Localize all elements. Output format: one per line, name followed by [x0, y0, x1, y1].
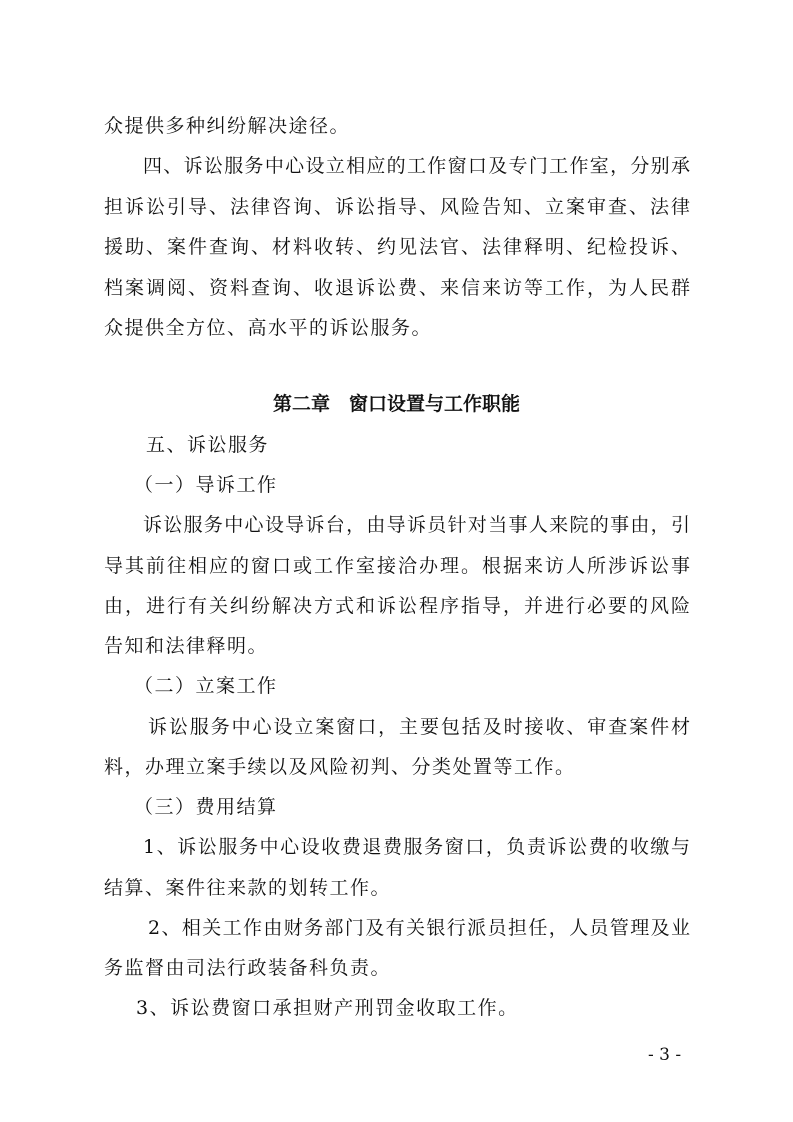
- text-line: 诉讼服务中心设立案窗口，主要包括及时接收、审查案件材: [148, 716, 690, 738]
- text-line: 1、诉讼服务中心设收费退费服务窗口，负责诉讼费的收缴与: [143, 836, 690, 858]
- subsection-heading: （二）立案工作: [134, 675, 278, 697]
- text-line: 众提供全方位、高水平的诉讼服务。: [104, 317, 433, 339]
- text-line: 由，进行有关纠纷解决方式和诉讼程序指导，并进行必要的风险: [104, 595, 690, 617]
- text-line: 3、诉讼费窗口承担财产刑罚金收取工作。: [136, 997, 519, 1019]
- text-line: 档案调阅、资料查询、收退诉讼费、来信来访等工作，为人民群: [104, 277, 690, 299]
- text-line: 诉讼服务中心设导诉台，由导诉员针对当事人来院的事由，引: [143, 514, 690, 536]
- subsection-heading: （三）费用结算: [134, 796, 278, 818]
- subsection-heading: （一）导诉工作: [134, 474, 278, 496]
- text-line: 务监督由司法行政装备科负责。: [104, 957, 392, 979]
- text-line: 2、相关工作由财务部门及有关银行派员担任，人员管理及业: [148, 917, 690, 939]
- text-line: 结算、案件往来款的划转工作。: [104, 877, 392, 899]
- text-line: 导其前往相应的窗口或工作室接洽办理。根据来访人所涉诉讼事: [104, 555, 690, 577]
- section-heading: 五、诉讼服务: [146, 434, 270, 456]
- text-line: 担诉讼引导、法律咨询、诉讼指导、风险告知、立案审查、法律: [104, 196, 690, 218]
- text-line: 料，办理立案手续以及风险初判、分类处置等工作。: [104, 756, 576, 778]
- text-line: 援助、案件查询、材料收转、约见法官、法律释明、纪检投诉、: [104, 236, 690, 258]
- chapter-heading: 第二章 窗口设置与工作职能: [272, 393, 520, 415]
- text-line: 众提供多种纠纷解决途径。: [104, 115, 351, 137]
- text-line: 四、诉讼服务中心设立相应的工作窗口及专门工作室，分别承: [143, 155, 690, 177]
- text-line: 告知和法律释明。: [104, 635, 269, 657]
- page-number: - 3 -: [648, 1045, 682, 1065]
